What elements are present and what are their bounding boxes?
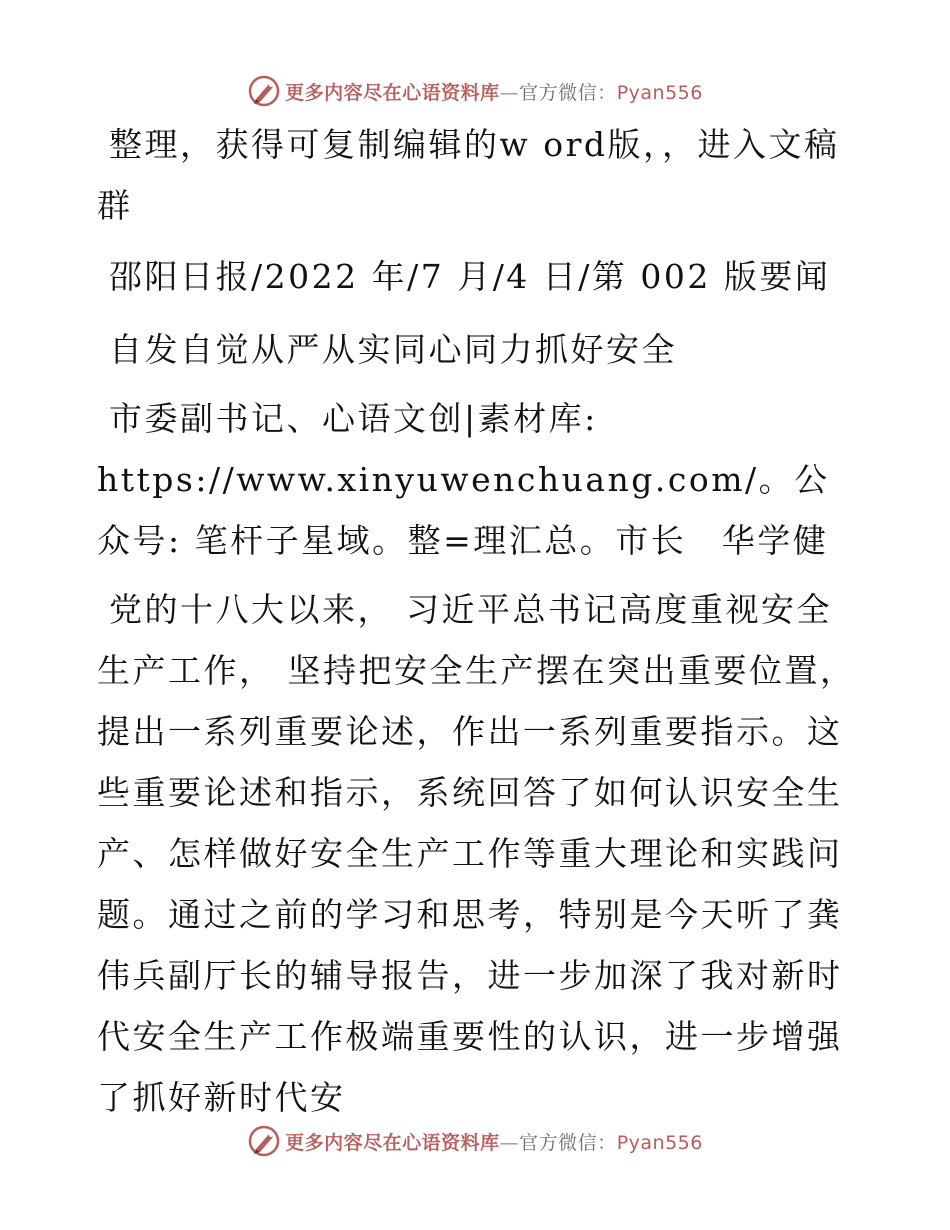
paragraph-intro-text: 整理，获得可复制编辑的w ord版，，进入文稿群	[97, 125, 840, 225]
banner-sub: 官方微信：	[519, 81, 617, 104]
banner-account: Pyan556	[616, 1131, 703, 1154]
paragraph-body	[97, 579, 857, 1128]
banner-dash: —	[499, 81, 520, 104]
banner-text	[285, 78, 703, 105]
pen-logo-icon	[247, 74, 281, 108]
article-title	[97, 319, 857, 380]
article-title-text: 自发自觉从严从实同心同力抓好安全	[109, 330, 677, 369]
header-watermark-banner	[0, 71, 950, 111]
paragraph-source	[97, 246, 857, 307]
banner-main: 更多内容尽在心语资料库	[285, 81, 500, 104]
paragraph-author	[97, 388, 857, 571]
banner-sub: 官方微信：	[519, 1131, 617, 1154]
banner-account: Pyan556	[616, 81, 703, 104]
banner-text	[285, 1128, 703, 1155]
paragraph-source-text: 邵阳日报/2022 年/7 月/4 日/第 002 版要闻	[109, 257, 831, 296]
paragraph-intro	[97, 114, 857, 236]
paragraph-author-text: 市委副书记、心语文创|素材库: https://www.xinyuwenchuang.com/。公众号: 笔杆子星域。整=理汇总。市长 华学健	[97, 399, 830, 560]
banner-main: 更多内容尽在心语资料库	[285, 1131, 500, 1154]
pen-logo-icon	[247, 1124, 281, 1158]
paragraph-body-text: 党的十八大以来， 习近平总书记高度重视安全生产工作， 坚持把安全生产摆在突出重要位置，提出一系列重要论述，作出一系列重要指示。这些重要论述和指示，系统回答了如何认识安全生产、怎样做好安全生产工作等重大理论和实践问题。通过之前的学习和思考，特别是今天听了龚伟兵副厅长的辅导报告，进一步加深了我对新时代安全生产工作极端重要性的认识，进一步增强了抓好新时代安	[97, 590, 856, 1117]
footer-watermark-banner	[0, 1121, 950, 1161]
document-body	[97, 114, 857, 1136]
banner-dash: —	[499, 1131, 520, 1154]
